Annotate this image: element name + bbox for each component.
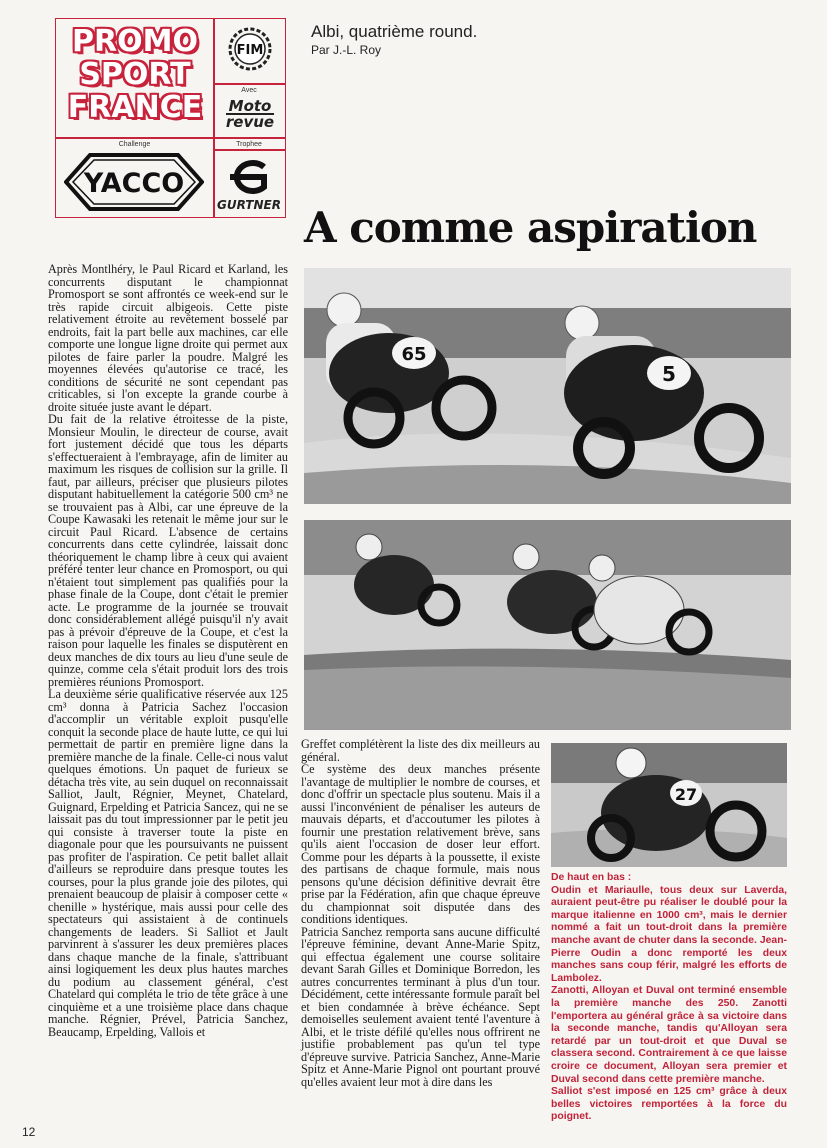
article-column-2 [301,738,540,1088]
caption-paragraph: Oudin et Mariaulle, tous deux sur Laverda, auraient peut-être pu réaliser le doublé pour la marque italienne en 1000 cm³, mais le dernier nommé a fait un tout-droit dans la première manche avant de chuter dans la seconde. Jean-Pierre Oudin a donc remporté les deux manches sans coup férir, malgré les efforts de Lambolez. [551,884,787,984]
grid-divider [213,149,285,151]
race-photo-top [304,268,791,504]
race-number: 65 [401,344,427,365]
logo-line: SPORT [79,57,191,92]
yacco-logo [64,153,204,211]
race-photo-middle [304,520,791,730]
page-number: 12 [22,1125,36,1139]
race-photo-small [551,743,787,867]
grid-divider [56,137,285,139]
paragraph: Du fait de la relative étroitesse de la piste, Monsieur Moulin, le directeur de course, avait fort justement décidé que tous les départs s'effectueraient à l'embrayage, afin de limiter au maximum les risques de collision sur la grille. Il faut, par ailleurs, préciser que plusieurs pilotes disputant habituellement la catégorie 500 cm³ ne se trouvaient pas à Albi, car une épreuve de la Coupe Kawasaki les retenait le même jour sur le circuit Paul Ricard. L'absence de certains concurrents dans cette cylindrée, laissait donc théoriquement le champ libre à ceux qui avaient préféré tenter leur chance en Promosport, ou qui n'étaient tout simplement pas qualifiés pour la phase finale de la Coupe, dont c'était le premier acte. Le programme de la journée se trouvait donc considérablement allégé puisqu'il n'y avait pas à prévoir d'épreuve de la Coupe, et c'est la raison pour laquelle les finales se disputèrent en deux manches de dix tours au lieu d'une seule de quinze, comme cela s'était produit lors des trois premières réunions Promosport. [48,412,288,689]
article-byline: Par J.-L. Roy [311,43,382,57]
article-column-1 [48,263,288,1038]
fim-gear-icon [226,25,274,73]
gurtner-g-icon [224,159,272,195]
grid-divider [213,19,215,217]
moto-word: Moto [228,97,272,115]
sponsor-logo-grid [55,18,286,218]
logo-line: PROMO [72,24,198,59]
race-number: 27 [674,785,698,804]
avec-label: Avec [241,87,257,94]
caption-heading: De haut en bas : [551,872,632,883]
paragraph: Après Montlhéry, le Paul Ricard et Karland, les concurrents disputant le championnat Promosport se sont affrontés ce week-end sur le très rapide circuit albigeois. Cette piste relativement étroite au revêtement bosselé par endroits, fait la part belle aux machines, car elle comporte une longue ligne droite qui permet aux pilotes de faire parler la poudre. Malgré les moyennes élevées qu'autorise ce tracé, les conditions de sécurité ne sont cependant pas criticables, si l'on excepte la grande courbe à droite située juste avant le départ. [48,262,288,414]
caption-paragraph: Salliot s'est imposé en 125 cm³ grâce à deux belles victoires remportées à la force du poignet. [551,1086,787,1123]
promosport-france-logo [60,25,210,124]
caption-paragraph: Zanotti, Alloyan et Duval ont terminé ensemble la première manche des 250. Zanotti l'emportera au général grâce à sa victoire dans la seconde manche, tandis qu'Alloyan sera retardé par un tout-droit et que Duval se classera second. Contrairement à ce que laisse croire ce document, Alloyan sera premier et Duval second dans cette première manche. [551,985,787,1085]
trophee-label: Trophee [236,141,262,148]
yacco-label: YACCO [83,168,185,199]
moto-revue-logo [218,99,282,129]
paragraph: La deuxième série qualificative réservée aux 125 cm³ donna à Patricia Sachez l'occasion d'accomplir un véritable exploit pusqu'elle conquit la seconde place de haute lutte, ce qui lui permettait de partir en première ligne dans la première manche de la finale. Celle-ci nous valut quelques émotions. Un paquet de furieux se détacha très vite, au sein duquel on reconnaissait Salliot, Jault, Régnier, Meynet, Chatelard, Guignard, Erpelding et Patricia Sancez, qui ne se laissait pas du tout impressionner par le petit jeu qui consiste à traverser toute la piste en diagonale pour que les poursuivants ne puissent pas profiter de l'aspiration. Ce petit ballet allait d'ailleurs se reproduire dans presque toutes les courses, pour la plus grande joie des pilotes, qui prenaient beaucoup de plaisir à composer cette « chenille » hystérique, mais aussi pour celle des spectateurs qui assistaient à de continuels changements de leaders. Si Salliot et Jault parvinrent à s'assurer les deux premières places dans chaque manche de la finale, s'attribuant ainsi logiquement les deux plus hautes marches du podium au classement général, c'est Chatelard qui compléta le trio de tête grâce à une cinquième et a une troisième place dans chaque manche. Régnier, Prével, Patricia Sanchez, Beaucamp, Erpelding, Vallois et [48,687,288,1039]
article-headline: A comme aspiration [304,203,757,252]
fim-label: FIM [236,43,264,58]
challenge-label: Challenge [118,141,151,148]
paragraph: Ce système des deux manches présente l'avantage de multiplier le nombre de courses, et donc d'offrir un spectacle plus soutenu. Mais il a aussi l'inconvénient de pénaliser les auteurs de mauvais départs, et d'accoutumer les pilotes à fournir une prestation relativement brève, sans qu'ils aient l'occasion de doser leur effort. Comme pour les départs à la poussette, il existe des partisans de chaque formule, mais nous pensons qu'une décision définitive devrait être prise par la Fédération, afin que chaque épreuve du championnat soit disputée dans des conditions identiques. [301,762,540,926]
paragraph: Patricia Sanchez remporta sans aucune difficulté l'épreuve féminine, devant Anne-Marie Spitz, qui effectua également une course solitaire devant Sarah Gilles et Dominique Borredon, les autres concurrentes terminant à plus d'un tour. Décidément, cette intéressante formule paraît bel et bien condamnée à brève échéance. Sept demoiselles seulement avaient tenté l'aventure à Albi, et le triste défilé qu'elles nous offrirent ne justifie probablement pas qu'un tel type d'épreuve survive. Patricia Sanchez, Anne-Marie Spitz et Anne-Marie Pignol ont pourtant prouvé qu'elles avaient leur mot à dire dans les [301,924,540,1089]
revue-word: revue [225,113,275,131]
article-kicker: Albi, quatrième round. [311,22,478,41]
photo-caption [551,872,787,1124]
grid-divider [213,83,285,85]
gurtner-label: GURTNER [217,198,281,212]
race-number: 5 [662,362,676,386]
logo-line: FRANCE [67,90,203,125]
paragraph: Greffet complétèrent la liste des dix meilleurs au général. [301,737,540,764]
